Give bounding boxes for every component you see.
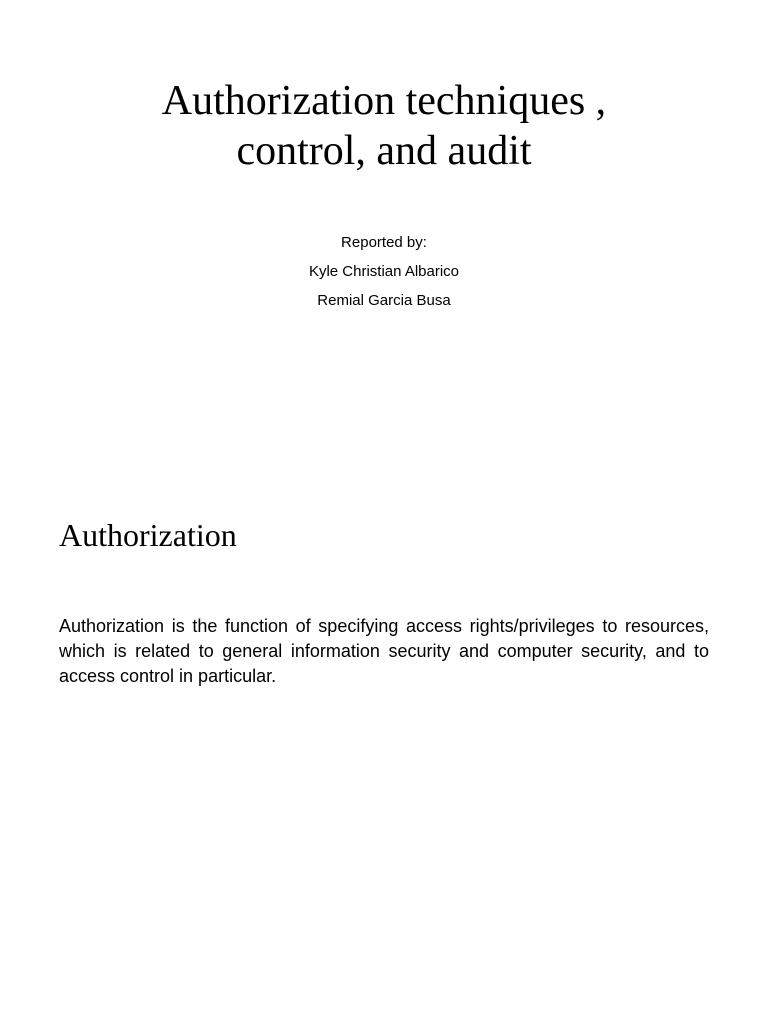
slide-title-line-2: control, and audit bbox=[236, 128, 532, 174]
presenter-name: Kyle Christian Albarico bbox=[308, 263, 460, 280]
title-slide bbox=[0, 0, 768, 470]
section-heading: Authorization bbox=[59, 517, 237, 553]
content-slide bbox=[0, 470, 768, 1024]
body-paragraph: Authorization is the function of specifying access rights/privileges to resources, which is related to general information security and computer security, and to access control in particular. bbox=[59, 616, 709, 686]
reported-by-label: Reported by: bbox=[341, 234, 427, 251]
presenter-name: Remial Garcia Busa bbox=[317, 292, 451, 309]
slide-title-line-1: Authorization techniques , bbox=[161, 78, 607, 124]
slide-title bbox=[60, 76, 708, 176]
reporters-block bbox=[60, 228, 708, 315]
